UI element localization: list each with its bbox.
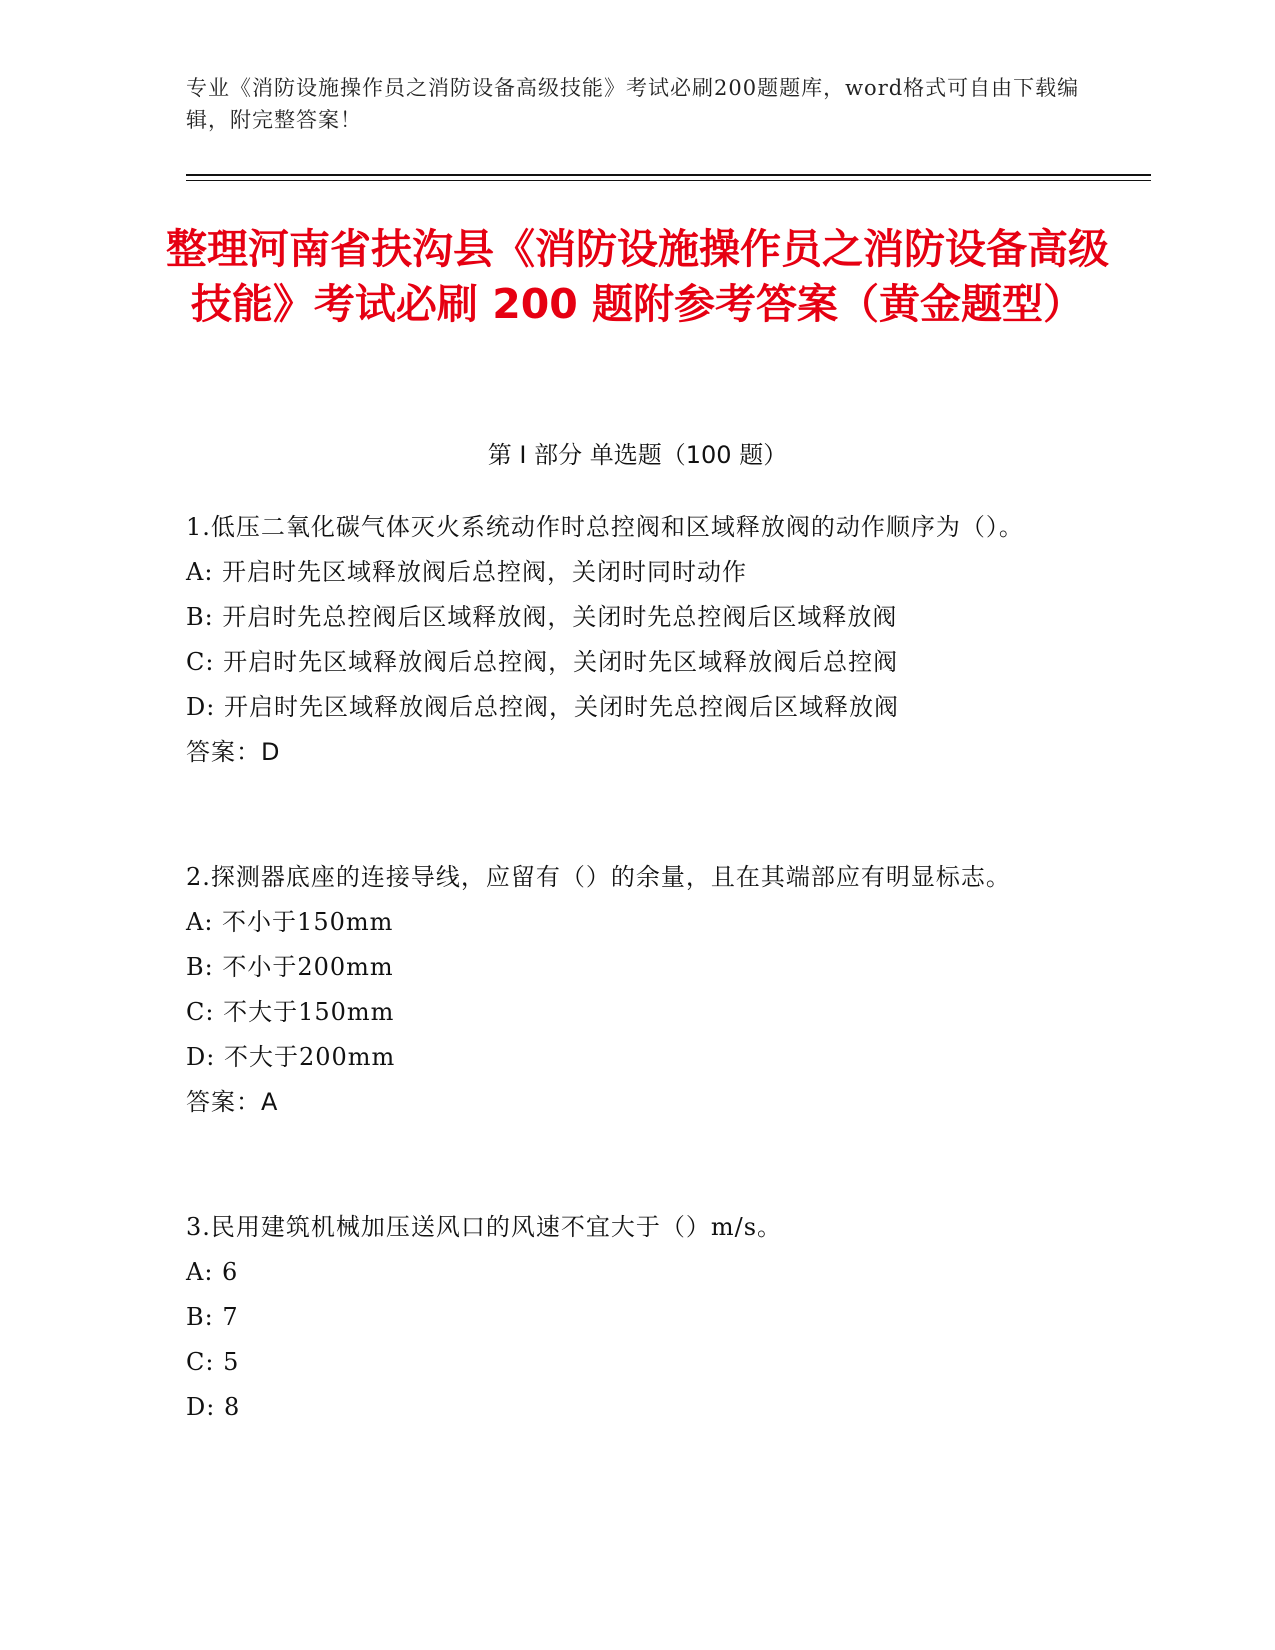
header-note: 专业《消防设施操作员之消防设备高级技能》考试必刷200题题库，word格式可自由下载编辑，附完整答案！ [186, 76, 1080, 132]
option-b: B: 不小于200mm [186, 953, 394, 981]
option-a: A: 6 [186, 1258, 239, 1286]
question-stem: 1.低压二氧化碳气体灭火系统动作时总控阀和区域释放阀的动作顺序为（）。 [186, 513, 1024, 541]
option-c: C: 开启时先区域释放阀后总控阀，关闭时先区域释放阀后总控阀 [186, 648, 899, 676]
option-c: C: 5 [186, 1348, 240, 1376]
option-a: A: 开启时先区域释放阀后总控阀，关闭时同时动作 [186, 558, 748, 586]
option-d: D: 开启时先区域释放阀后总控阀，关闭时先总控阀后区域释放阀 [186, 693, 899, 721]
question-stem: 3.民用建筑机械加压送风口的风速不宜大于（）m/s。 [186, 1213, 783, 1241]
option-c: C: 不大于150mm [186, 998, 395, 1026]
option-b: B: 7 [186, 1303, 239, 1331]
answer-line: 答案：A [186, 1088, 279, 1116]
answer-line: 答案：D [186, 738, 281, 766]
option-b: B: 开启时先总控阀后区域释放阀，关闭时先总控阀后区域释放阀 [186, 603, 898, 631]
option-a: A: 不小于150mm [186, 908, 394, 936]
question-1 [186, 505, 1066, 775]
question-stem: 2.探测器底座的连接导线，应留有（）的余量，且在其端部应有明显标志。 [186, 863, 1011, 891]
header-rule-thin [186, 180, 1151, 181]
option-d: D: 8 [186, 1393, 241, 1421]
section-title: 第 I 部分 单选题（100 题） [487, 441, 788, 469]
question-2 [186, 855, 1066, 1125]
question-3 [186, 1205, 1066, 1430]
document-title: 整理河南省扶沟县《消防设施操作员之消防设备高级技能》考试必刷 200 题附参考答案（黄金题型） [166, 225, 1109, 328]
header-rule-thick [186, 174, 1151, 176]
option-d: D: 不大于200mm [186, 1043, 396, 1071]
